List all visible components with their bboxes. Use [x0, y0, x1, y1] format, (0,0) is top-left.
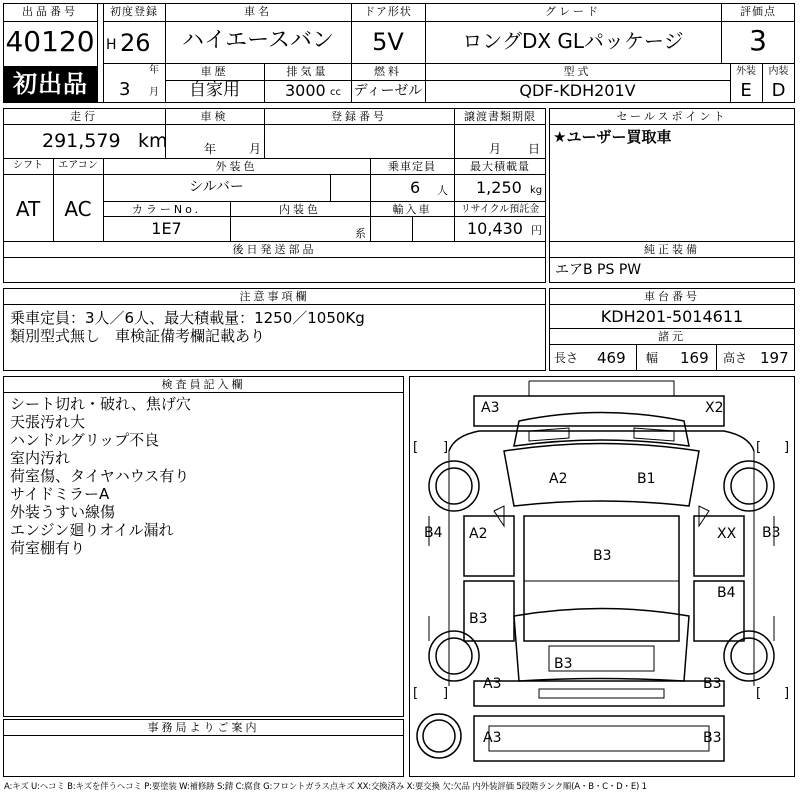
max-load-unit: kg: [530, 185, 543, 196]
inspection-label: 車検: [200, 110, 229, 123]
transfer-day-unit: 日: [528, 142, 541, 156]
inspector-line-4: 室内汚れ: [10, 449, 71, 467]
mark-windshield-left: A2: [549, 471, 568, 487]
reg-month: 3: [119, 79, 131, 100]
reg-no-label: 登録番号: [331, 110, 387, 123]
car-name: ハイエースバン: [181, 28, 335, 53]
doors: 5V: [372, 28, 404, 56]
grade-label: グレード: [545, 5, 601, 18]
reg-year: 26: [120, 29, 151, 57]
bracket-left-bottom-close: ]: [443, 686, 449, 701]
model-label: 型式: [563, 65, 592, 78]
int-color-unit: 系: [355, 227, 366, 240]
notes-line-2: 類別型式無し 車検証備考欄記載あり: [10, 327, 266, 345]
sales-point: ★ユーザー買取車: [553, 128, 672, 146]
inspector-label: 検査員記入欄: [161, 378, 246, 391]
chassis-label: 車台番号: [644, 290, 700, 303]
capacity-unit: 人: [437, 184, 448, 197]
mark-rear-left: A3: [483, 676, 502, 692]
recycle-label: リサイクル預託金: [460, 204, 540, 215]
bracket-left-top-open: [: [413, 440, 419, 455]
transfer-month-unit: 月: [489, 142, 502, 156]
doors-label: ドア形状: [364, 5, 412, 18]
displacement-unit: cc: [330, 87, 341, 98]
notes-line-1: 乗車定員：3人／6人、最大積載量：1250／1050Kg: [10, 309, 365, 327]
mark-rear-window: B3: [554, 656, 573, 672]
bracket-right-bottom-open: [: [756, 686, 762, 701]
length-label: 長さ: [554, 351, 579, 365]
bracket-left-bottom-open: [: [413, 686, 419, 701]
inspector-line-9: 荷室棚有り: [10, 539, 86, 557]
capacity: 6: [410, 178, 421, 197]
recycle-unit: 円: [531, 224, 542, 237]
car-diagram: [409, 376, 795, 777]
mark-roof: B3: [593, 548, 612, 564]
interior-grade: D: [771, 80, 786, 101]
ext-color: シルバー: [189, 179, 244, 195]
specs-label: 諸元: [658, 330, 686, 343]
recycle: 10,430: [467, 219, 523, 238]
height: 197: [760, 349, 789, 367]
inspector-line-8: エンジン廻りオイル漏れ: [10, 521, 174, 539]
mark-right-rear-panel: B4: [717, 585, 736, 601]
mark-right-side: B3: [762, 525, 781, 541]
int-color-label: 内装色: [279, 203, 321, 216]
mark-top-left: A3: [481, 400, 500, 416]
mark-bumper-left: A3: [483, 730, 502, 746]
ac-label: エアコン: [58, 160, 98, 171]
reg-month-unit: 月: [149, 87, 159, 98]
mileage: 291,579: [42, 130, 121, 152]
displacement-label: 排気量: [286, 65, 329, 78]
mark-top-right: X2: [705, 400, 724, 416]
shift-label: シフト: [13, 160, 43, 171]
interior-label: 内装: [768, 66, 789, 77]
displacement: 3000: [285, 81, 326, 100]
score-label: 評価点: [740, 5, 776, 18]
inspector-line-1: シート切れ・破れ、焦げ穴: [10, 395, 191, 413]
sales-point-label: セールスポイント: [616, 110, 728, 123]
exterior-grade: E: [740, 80, 752, 101]
legend: A:キズ U:ヘコミ B:キズを伴うヘコミ P:要塗装 W:補修跡 S:錆 C:腐食 G:フロントガラス点キズ XX:交換済み X:要交換 欠:欠品 内外装評価 5段階ランク順(A・B・C・D・E) 1: [4, 782, 647, 792]
mileage-label: 走行: [70, 110, 98, 123]
score: 3: [749, 24, 767, 57]
mark-left-rear-panel: B3: [469, 611, 488, 627]
first-reg-label: 初度登録: [110, 5, 158, 18]
mark-windshield-right: B1: [637, 471, 656, 487]
inspector-line-5: 荷室傷、タイヤハウス有り: [10, 467, 190, 485]
bracket-right-bottom-close: ]: [784, 686, 790, 701]
mileage-unit: km: [138, 130, 168, 152]
history-label: 車歴: [200, 65, 229, 78]
car-name-label: 車名: [244, 5, 272, 18]
bracket-left-top-close: ]: [443, 440, 449, 455]
import-label: 輸入車: [392, 203, 432, 216]
width-label: 幅: [646, 351, 659, 365]
max-load-label: 最大積載量: [470, 160, 530, 173]
equipment: エアB PS PW: [555, 262, 642, 278]
bracket-right-top-open: [: [756, 440, 762, 455]
length: 469: [597, 349, 626, 367]
mark-left-front-panel: A2: [469, 526, 488, 542]
bracket-right-top-close: ]: [784, 440, 790, 455]
notes-label: 注意事項欄: [239, 290, 310, 303]
inspector-line-7: 外装うすい線傷: [10, 503, 116, 521]
height-label: 高さ: [723, 351, 748, 365]
shift: AT: [15, 197, 41, 221]
office-label: 事務局よりご案内: [147, 721, 260, 734]
lot-label: 出品番号: [22, 5, 78, 18]
inspector-line-2: 天張汚れ大: [10, 413, 86, 431]
grade: ロングDX GLパッケージ: [462, 29, 684, 53]
fuel: ディーゼル: [353, 83, 423, 99]
chassis-number: KDH201-5014611: [600, 307, 744, 326]
reg-year-unit: 年: [149, 65, 159, 76]
color-no: 1E7: [151, 219, 182, 238]
model: QDF-KDH201V: [519, 81, 636, 100]
inspector-line-6: サイドミラーA: [10, 485, 110, 503]
ac: AC: [64, 197, 92, 221]
transfer-label: 譲渡書類期限: [464, 110, 536, 123]
inspection-year-unit: 年: [204, 142, 217, 156]
fuel-label: 燃料: [374, 65, 402, 78]
color-no-label: カラーNo.: [131, 203, 202, 216]
era: H: [106, 37, 117, 53]
lot-number: 40120: [5, 25, 95, 58]
first-listing-badge: 初出品: [4, 66, 97, 102]
mark-bumper-right: B3: [703, 730, 722, 746]
max-load: 1,250: [476, 178, 522, 197]
history: 自家用: [189, 80, 240, 100]
inspection-month-unit: 月: [249, 142, 262, 156]
later-parts-label: 後日発送部品: [232, 243, 317, 256]
width: 169: [680, 349, 709, 367]
capacity-label: 乗車定員: [388, 160, 436, 173]
equipment-label: 純正装備: [644, 243, 700, 256]
mark-rear-right: B3: [703, 676, 722, 692]
mark-right-front-panel: XX: [717, 526, 737, 542]
mark-left-side: B4: [424, 525, 443, 541]
inspector-line-3: ハンドルグリップ不良: [10, 431, 160, 449]
ext-color-label: 外装色: [215, 160, 258, 173]
exterior-label: 外装: [736, 66, 756, 77]
